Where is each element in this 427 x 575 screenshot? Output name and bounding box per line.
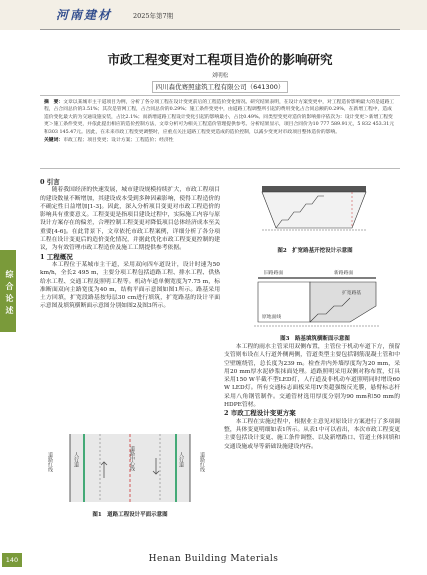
journal-header bbox=[0, 0, 427, 30]
page-number: 140 bbox=[2, 553, 22, 567]
figure-1-caption: 图1 道路工程设计平面示意图 bbox=[92, 512, 168, 518]
article-affiliation bbox=[40, 82, 400, 91]
section-side-tab: 综合论述 bbox=[0, 250, 16, 332]
article-title: 市政工程变更对工程项目造价的影响研究 bbox=[107, 52, 333, 67]
fig3-label-widened: 扩宽路基 bbox=[342, 291, 362, 296]
figure-3-fill-section bbox=[250, 262, 384, 332]
fig1-label-redline-left: 道路红线 bbox=[47, 452, 53, 472]
section-heading-design-change: 2 市政工程设计变更方案 bbox=[224, 409, 296, 418]
section-heading-overview: 1 工程概况 bbox=[40, 252, 73, 261]
fig3-label-ground: 原地面线 bbox=[262, 315, 282, 320]
section-heading-intro: 0 引言 bbox=[40, 178, 60, 186]
journal-footer: Henan Building Materials bbox=[148, 554, 279, 564]
fig3-label-new-road: 新路路面 bbox=[334, 271, 354, 276]
design-change-paragraph: 本工程在实施过程中，根据业主意见对原设计方案进行了多项调整，具体变更明细如表1所示。从表1中可以看出，本次市政工程变更主要包括设计变更、施工条件调整、以及新增路口、管道土体回填和交通设施或导等新础设施建设内容。 bbox=[224, 418, 400, 450]
article-author: 刘明松 bbox=[211, 73, 229, 79]
pavement-layer bbox=[262, 186, 366, 192]
fig1-label-sidewalk-left: 人行道 bbox=[73, 452, 79, 467]
intro-paragraph: 随着我国经济的快速发展，城市建设规模持续扩大，市政工程项目的建设数量不断增加，其建设成本受到多种因素影响，使得工程造价的不确定性日益增加[1-3]。因此，深入分析项目变更对市政工程造价的影响具有重要意义。工程变更是指项目建设过程中，实际施工内容与原设计方案存在的偏差，合理控制工程变更对降低项目总体经济成本至关重要[4-6]。在此背景下，文章依托市政工程案例，详细分析了各分项工程在设计变更后的造价变化情况，并据此优化市政工程变更控制的建议，为有效管理市政工程造价及施工工期提供参考依据。 bbox=[40, 187, 220, 252]
figure-2-excavation bbox=[252, 180, 376, 240]
fig3-label-old-road: 旧路路面 bbox=[264, 271, 284, 276]
affiliation-text: 四川森优赛照建筑工程有限公司（641300） bbox=[152, 81, 289, 93]
keywords-text: 市政工程；项目变更；设计方案；工程造价；经济性 bbox=[63, 138, 174, 144]
fig1-label-sidewalk-right: 人行道 bbox=[178, 452, 184, 467]
abstract-box bbox=[40, 95, 400, 169]
keywords-label: 关键词： bbox=[44, 137, 64, 144]
abstract-text: 文章以某城市主干道项目为例，分析了各分项工程在设计变更前后的工程造价变化情况。研究结果表明，在设计方案变更中，对工程造价影响最大的是道路工程，占合同总价的3.51%；其次是管网工程，占合同总价的0.29%；施工条件变更中，由道路工程调整所引起的费用变化占合同总额的0.29%，在新增工程中，造成造价变化最大的为交通设施安装，占比2.1%；而新增道路工程设计变化引起的影响最小，占比0.49%。同类型变更对造价的影响排序依次为：设计变更＞新增工程变更＞施工条件变更，并依此提出相应的造价控制方法，文章分析可为相关工程造价管理提供参考。分析结果显示，项目合同价为10 777 589.91元，5 832 453.31元和303 145.47元。因此，在未来市政工程变更调整时，应重点关注道路工程变更造成的造价控制，以减少变更对市政项目整体造价的影响。 bbox=[44, 100, 395, 135]
fig1-label-centerline: 道路中心线 bbox=[129, 446, 135, 471]
body-column-left bbox=[40, 178, 220, 311]
overview-paragraph: 本工程位于某城市主干道，采用双向四车道设计，设计时速为50 km/h，全长2 495 m，主要分项工程包括道路工程、排水工程、供热给水工程、交通工程及照明工程等。机动车道单侧宽度为7.75 m，标准断面双向主路宽度为40 m，结构平面示意图如图1所示。路基采用土方回填，扩宽段路基按每层30 cm进行填筑，扩宽路基的设计平面示意图及填筑横断面示意图分别如图2及图3所示。 bbox=[40, 261, 220, 310]
overview-continued-paragraph: 本工程的雨水主管采用双侧布置，主管位于机动车道下方，预留支管则布设在人行道外侧两侧，管道类型主要包括钢筋混凝土管和中空壁缠绕管，总长度为239 m。检查井内外墙厚度均为20 mm，采用20 mm厚水泥砂浆抹面处理。道路照明采用双侧对称布置，灯具采用150 W半截不型LED灯，人行道及非机动车道照明同时增设60 W LED灯。所有交通标志面板采用IV类超强级反光膜，悬臂标志杆采用八角钢管制作。交通管材选用厚度分别为90 mm和50 mm的HDPE管材。 bbox=[224, 344, 400, 409]
figure-3-caption: 图3 路基填筑横断面示意图 bbox=[280, 336, 350, 342]
journal-brand: 河南建材 bbox=[56, 8, 113, 22]
figure-2-caption: 图2 扩宽路基开挖设计示意图 bbox=[277, 248, 353, 254]
abstract-label: 摘 要： bbox=[44, 99, 64, 105]
figure-1-road-plan bbox=[44, 432, 216, 504]
header-divider bbox=[40, 29, 400, 30]
fig1-label-redline-right: 道路红线 bbox=[199, 452, 205, 472]
journal-issue: 2025年第7期 bbox=[133, 12, 174, 20]
keywords bbox=[44, 137, 396, 144]
body-column-right bbox=[224, 343, 400, 451]
